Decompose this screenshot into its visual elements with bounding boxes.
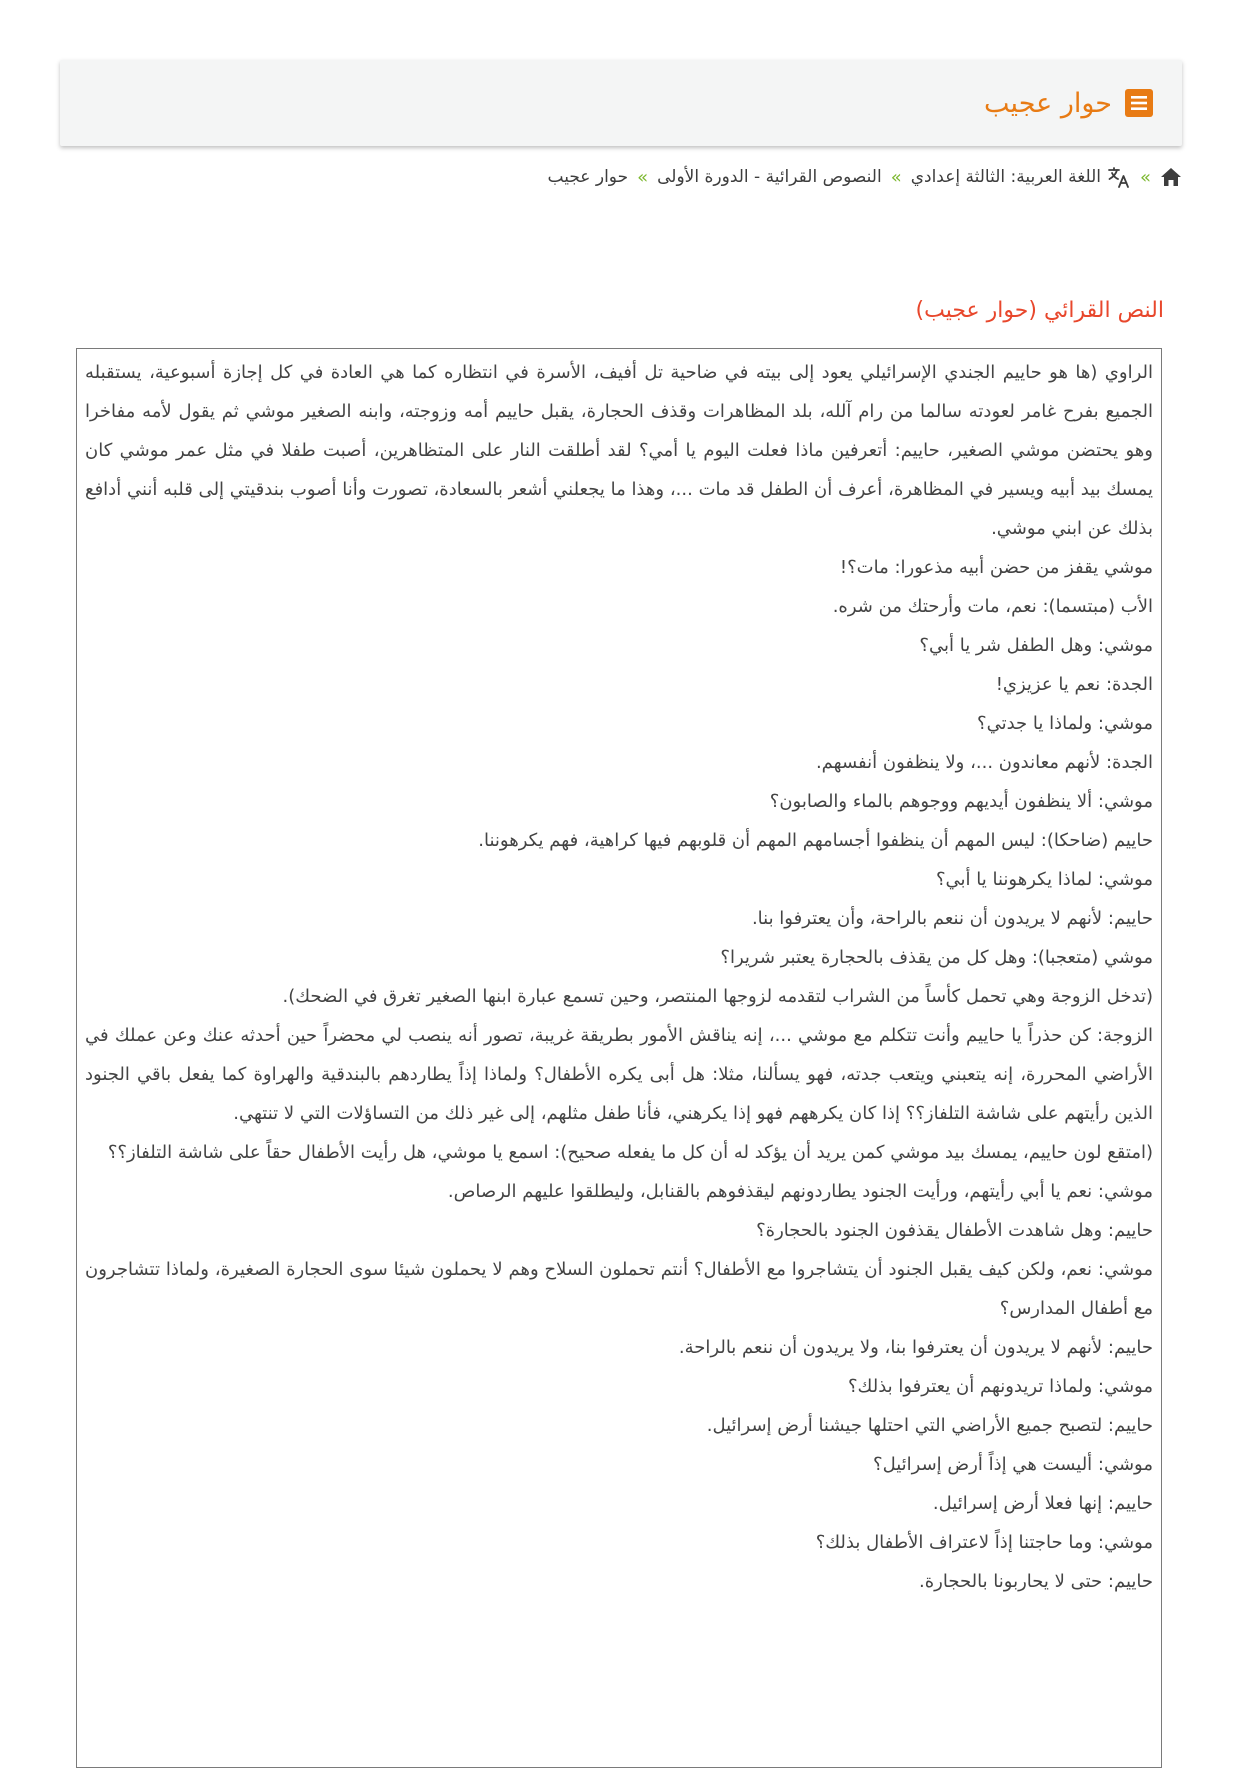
text-paragraph: موشي: ولماذا يا جدتي؟	[977, 713, 1153, 734]
text-paragraph: موشي: ولماذا تريدونهم أن يعترفوا بذلك؟	[847, 1376, 1153, 1397]
text-paragraph: حاييم: لأنهم لا يريدون أن يعترفوا بنا، ولا يريدون أن ننعم بالراحة.	[678, 1337, 1153, 1358]
text-paragraph: حاييم: إنها فعلا أرض إسرائيل.	[932, 1493, 1153, 1514]
text-paragraph: موشي: لماذا يكرهوننا يا أبي؟	[935, 869, 1153, 890]
breadcrumb-item-current: حوار عجيب	[547, 167, 629, 187]
text-paragraph: (تدخل الزوجة وهي تحمل كأساً من الشراب لتقدمه لزوجها المنتصر، وحين تسمع عبارة ابنها الصغير تغرق في الضحك).	[282, 986, 1153, 1007]
text-paragraph: موشي: نعم يا أبي رأيتهم، ورأيت الجنود يطاردونهم ليقذفوهم بالقنابل، وليطلقوا عليهم الرصاص.	[447, 1181, 1153, 1202]
breadcrumb-separator: »	[637, 166, 649, 188]
text-paragraph: الجدة: لأنهم معاندون ...، ولا ينظفون أنفسهم.	[815, 752, 1153, 773]
page-header	[60, 60, 1182, 146]
text-paragraph: الزوجة: كن حذراً يا حاييم وأنت تتكلم مع موشي ...، إنه يناقش الأمور بطريقة غريبة، تصور أنه ينصب لي محضراً حين أحدثه عنك وعن عملك في الأراضي المحررة، إنه يتعبني ويتعب جدته، فهو يسألنا، مثلا: هل أبى يكره الأطفال؟ ولماذا إذاً يطاردهم بالبندقية والهراوة كما يفعل باقي الجنود الذين رأيتهم على شاشة التلفاز؟؟ إذا كان يكرههم فهو إذا يكرهني، فأنا طفل مثلهم، إلى غير ذلك من التساؤلات التي لا تنتهي.	[85, 1025, 1153, 1124]
page-title: حوار عجيب	[984, 87, 1112, 119]
text-paragraph: (امتقع لون حاييم، يمسك بيد موشي كمن يريد أن يؤكد له أن كل ما يفعله صحيح): اسمع يا موشي، هل رأيت الأطفال حقاً على شاشة التلفاز؟؟	[107, 1142, 1153, 1163]
text-paragraph: الراوي (ها هو حاييم الجندي الإسرائيلي يعود إلى بيته في ضاحية تل أفيف، الأسرة في انتظاره كما هي العادة في كل إجازة أسبوعية، يستقبله الجميع بفرح غامر لعودته سالما من رام آلله، بلد المظاهرات وقذف الحجارة، يقبل حاييم أمه وزوجته، وابنه الصغير موشي ثم يقول لأمه مفاخرا وهو يحتضن موشي الصغير، حاييم: أتعرفين ماذا فعلت اليوم يا أمي؟ لقد أطلقت النار على المتظاهرين، أصبت طفلا في مثل عمر موشي كان يمسك بيد أبيه ويسير في المظاهرة، أعرف أن الطفل قد مات ...، وهذا ما يجعلني أشعر بالسعادة، تصورت وأنا أصوب بندقيتي إلى قلبه أنني أدافع بذلك عن ابني موشي.	[85, 362, 1153, 539]
breadcrumb-item-subject[interactable]: اللغة العربية: الثالثة إعدادي	[910, 167, 1101, 187]
breadcrumb-separator: »	[1139, 166, 1151, 188]
text-paragraph: موشي: وما حاجتنا إذاً لاعتراف الأطفال بذلك؟	[815, 1532, 1153, 1553]
translate-icon	[1107, 166, 1131, 188]
text-paragraph: موشي: ألا ينظفون أيديهم ووجوهم بالماء والصابون؟	[769, 791, 1153, 812]
text-paragraph: حاييم: وهل شاهدت الأطفال يقذفون الجنود بالحجارة؟	[756, 1220, 1153, 1241]
text-paragraph: موشي: أليست هي إذاً أرض إسرائيل؟	[873, 1454, 1153, 1475]
text-paragraph: حاييم: لتصبح جميع الأراضي التي احتلها جيشنا أرض إسرائيل.	[706, 1415, 1153, 1436]
text-paragraph: موشي يقفز من حضن أبيه مذعورا: مات؟!	[839, 557, 1153, 578]
text-paragraph: موشي (متعجبا): وهل كل من يقذف بالحجارة يعتبر شريرا؟	[720, 947, 1153, 968]
reading-text-box	[76, 348, 1162, 1768]
text-paragraph: حاييم: لأنهم لا يريدون أن ننعم بالراحة، وأن يعترفوا بنا.	[751, 908, 1153, 929]
text-paragraph: حاييم: حتى لا يحاربونا بالحجارة.	[919, 1571, 1153, 1592]
text-paragraph: حاييم (ضاحكا): ليس المهم أن ينظفوا أجسامهم المهم أن قلوبهم فيها كراهية، فهم يكرهوننا.	[478, 830, 1153, 851]
text-paragraph: موشي: وهل الطفل شر يا أبي؟	[919, 635, 1153, 656]
text-paragraph: موشي: نعم، ولكن كيف يقبل الجنود أن يتشاجروا مع الأطفال؟ أنتم تحملون السلاح وهم لا يحملون شيئا سوى الحجارة الصغيرة، ولماذا تتشاجرون مع أطفال المدارس؟	[85, 1259, 1153, 1319]
breadcrumb-separator: »	[890, 166, 902, 188]
text-paragraph: الجدة: نعم يا عزيزي!	[995, 674, 1153, 695]
section-heading: النص القرائي (حوار عجيب)	[915, 298, 1164, 323]
text-paragraph: الأب (مبتسما): نعم، مات وأرحتك من شره.	[832, 596, 1153, 617]
breadcrumb-item-category[interactable]: النصوص القرائية - الدورة الأولى	[657, 167, 882, 187]
breadcrumb	[548, 166, 1182, 188]
document-icon	[1124, 88, 1154, 118]
home-icon[interactable]	[1160, 167, 1182, 187]
